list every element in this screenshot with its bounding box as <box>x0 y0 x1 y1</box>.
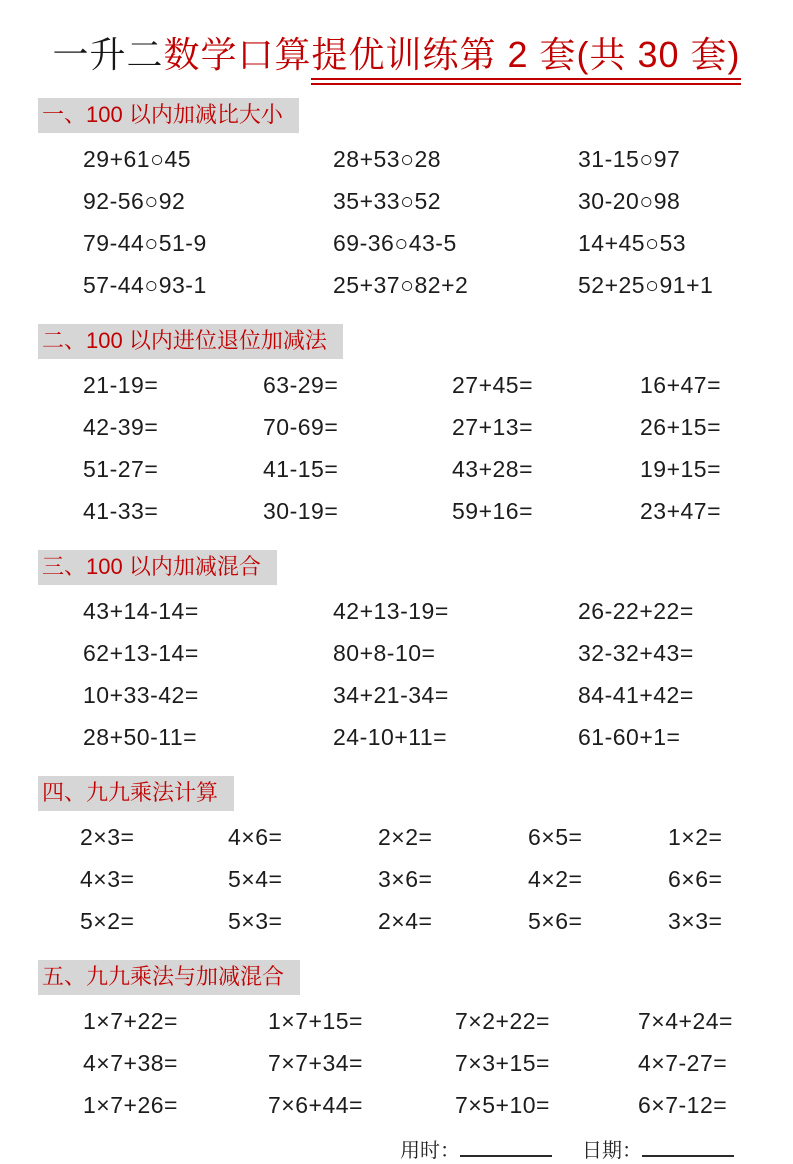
problem-item: 80+8-10= <box>333 640 436 666</box>
problem-item: 2×2= <box>378 824 433 850</box>
problem-item: 35+33○52 <box>333 188 442 214</box>
problem-item: 32-32+43= <box>578 640 694 666</box>
section-carry-borrow <box>0 311 793 525</box>
problem-item: 3×3= <box>668 908 723 934</box>
section-carry-borrow-problems <box>83 371 745 525</box>
problem-item: 43+28= <box>452 456 534 482</box>
time-label: 用时： <box>400 1140 460 1162</box>
page-title <box>0 30 793 85</box>
problem-item: 7×2+22= <box>455 1008 550 1034</box>
problem-item: 1×7+26= <box>83 1092 178 1118</box>
problem-item: 63-29= <box>263 372 339 398</box>
problem-item: 41-15= <box>263 456 339 482</box>
problem-item: 10+33-42= <box>83 682 199 708</box>
problem-item: 7×7+34= <box>268 1050 363 1076</box>
date-label: 日期： <box>582 1140 642 1162</box>
problem-item: 57-44○93-1 <box>83 272 207 298</box>
problem-item: 70-69= <box>263 414 339 440</box>
problem-item: 3×6= <box>378 866 433 892</box>
problem-item: 5×3= <box>228 908 283 934</box>
problem-item: 59+16= <box>452 498 534 524</box>
section-mult-addsub-mixed <box>0 947 793 1119</box>
problem-item: 27+45= <box>452 372 534 398</box>
problem-item: 52+25○91+1 <box>578 272 714 298</box>
section-compare-problems <box>83 145 745 299</box>
problem-item: 16+47= <box>640 372 722 398</box>
problem-item: 4×7-27= <box>638 1050 728 1076</box>
problem-item: 62+13-14= <box>83 640 199 666</box>
problem-item: 61-60+1= <box>578 724 681 750</box>
problem-item: 23+47= <box>640 498 722 524</box>
problem-item: 41-33= <box>83 498 159 524</box>
problem-item: 7×4+24= <box>638 1008 733 1034</box>
problem-item: 7×6+44= <box>268 1092 363 1118</box>
problem-item: 19+15= <box>640 456 722 482</box>
problem-item: 30-19= <box>263 498 339 524</box>
problem-item: 34+21-34= <box>333 682 449 708</box>
problem-item: 69-36○43-5 <box>333 230 457 256</box>
problem-item: 28+50-11= <box>83 724 198 750</box>
problem-item: 29+61○45 <box>83 146 192 172</box>
problem-item: 14+45○53 <box>578 230 687 256</box>
title-red-part: 数学口算 <box>163 34 312 75</box>
time-blank-line <box>460 1137 552 1157</box>
section-multiplication-header: 四、九九乘法计算 <box>38 776 234 811</box>
problem-item: 6×6= <box>668 866 723 892</box>
section-compare-header: 一、100 以内加减比大小 <box>38 98 299 133</box>
problem-item: 1×2= <box>668 824 723 850</box>
section-mixed-addsub-header: 三、100 以内加减混合 <box>38 550 277 585</box>
section-multiplication <box>0 763 793 935</box>
problem-item: 4×7+38= <box>83 1050 178 1076</box>
title-underlined-part: 提优训练第 2 套(共 30 套) <box>311 33 740 85</box>
section-mult-addsub-mixed-header: 五、九九乘法与加减混合 <box>38 960 300 995</box>
problem-item: 24-10+11= <box>333 724 448 750</box>
problem-item: 7×3+15= <box>455 1050 550 1076</box>
problem-item: 51-27= <box>83 456 159 482</box>
title-prefix: 一升二 <box>52 34 164 75</box>
section-mixed-addsub-problems <box>83 597 745 751</box>
problem-item: 1×7+15= <box>268 1008 363 1034</box>
problem-item: 27+13= <box>452 414 534 440</box>
problem-item: 4×2= <box>528 866 583 892</box>
date-blank-line <box>642 1137 734 1157</box>
problem-item: 21-19= <box>83 372 159 398</box>
problem-item: 5×4= <box>228 866 283 892</box>
problem-item: 84-41+42= <box>578 682 694 708</box>
problem-item: 31-15○97 <box>578 146 681 172</box>
problem-item: 42+13-19= <box>333 598 449 624</box>
problem-item: 25+37○82+2 <box>333 272 469 298</box>
problem-item: 4×6= <box>228 824 283 850</box>
problem-item: 79-44○51-9 <box>83 230 207 256</box>
problem-item: 1×7+22= <box>83 1008 178 1034</box>
section-mixed-addsub <box>0 537 793 751</box>
section-compare <box>0 85 793 299</box>
problem-item: 7×5+10= <box>455 1092 550 1118</box>
problem-item: 5×6= <box>528 908 583 934</box>
problem-item: 2×4= <box>378 908 433 934</box>
problem-item: 26+15= <box>640 414 722 440</box>
problem-item: 30-20○98 <box>578 188 681 214</box>
section-mult-addsub-mixed-problems <box>83 1007 745 1119</box>
problem-item: 43+14-14= <box>83 598 199 624</box>
problem-item: 42-39= <box>83 414 159 440</box>
problem-item: 6×7-12= <box>638 1092 728 1118</box>
problem-item: 2×3= <box>80 824 135 850</box>
problem-item: 92-56○92 <box>83 188 186 214</box>
section-carry-borrow-header: 二、100 以内进位退位加减法 <box>38 324 343 359</box>
problem-item: 4×3= <box>80 866 135 892</box>
problem-item: 28+53○28 <box>333 146 442 172</box>
footer <box>400 1137 793 1164</box>
problem-item: 6×5= <box>528 824 583 850</box>
problem-item: 5×2= <box>80 908 135 934</box>
section-multiplication-problems <box>80 823 745 935</box>
problem-item: 26-22+22= <box>578 598 694 624</box>
